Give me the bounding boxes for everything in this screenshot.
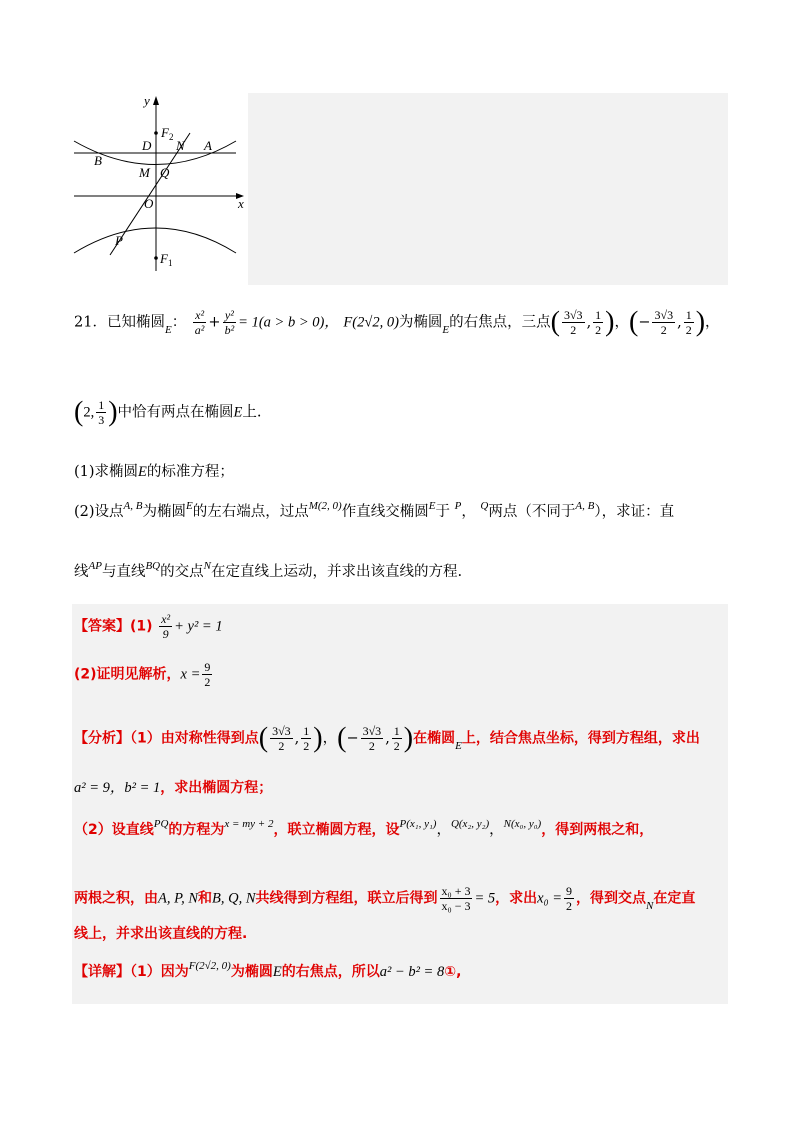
frac-x0-ratio: $\frac{\text{x₀ + 3}}{\text{x₀ − 3}}$ bbox=[441, 884, 471, 913]
answer-line-2 bbox=[74, 660, 214, 689]
ellipse-e: E bbox=[186, 500, 193, 512]
detail-equation: a² − b² = 8 bbox=[379, 964, 445, 980]
label-a: A bbox=[204, 138, 212, 153]
point-q: Q bbox=[480, 500, 489, 512]
text-is-ellipse: 为椭圆 bbox=[398, 314, 443, 331]
point-p: P bbox=[454, 500, 462, 512]
figure-panel bbox=[72, 93, 728, 285]
problem-number: 21．已知椭圆 bbox=[74, 314, 165, 331]
text-right-focus: 的右焦点，三点 bbox=[449, 314, 551, 331]
analysis-values: a² = 9，b² = 1 bbox=[74, 780, 161, 796]
frac-y2b2: $\frac{\text{y²}}{\text{b²}}$ bbox=[224, 308, 235, 337]
point-q-coords: Q(x₂, y₂) bbox=[450, 818, 490, 830]
an3-text-a: 两根之积，由 bbox=[74, 890, 158, 907]
q2-text-c: 的左右端点，过点 bbox=[192, 504, 309, 520]
point-n: N bbox=[203, 560, 211, 572]
analysis-line-1: 【分析】（1）由对称性得到点( $\frac{3√3}{2}$ , $\frac{1}{2}$ )，(− $\frac{3√3}{2}$ , $\frac{1}{2}$ )在椭圆$_E$上，结合焦点坐标，得到方程组，求出 bbox=[74, 722, 700, 754]
label-q: Q bbox=[160, 165, 170, 180]
question-2-cont bbox=[74, 562, 462, 583]
answer-2-label: (2)证明见解析， bbox=[74, 666, 181, 683]
problem-line-2: (2, $\frac{1}{3}$ )中恰有两点在椭圆E上. bbox=[74, 396, 262, 428]
frac-9-2: $\frac{9}{2}$ bbox=[204, 660, 211, 689]
q2-text-b: 为椭圆 bbox=[142, 504, 186, 520]
text-exactly-two: 中恰有两点在椭圆 bbox=[117, 404, 234, 421]
label-n: N bbox=[176, 138, 185, 153]
answer-line-1 bbox=[74, 612, 223, 641]
y-axis-arrow bbox=[153, 96, 159, 105]
ellipse-e: E bbox=[272, 964, 282, 980]
label-d: D bbox=[142, 138, 152, 153]
detail-text-c: 的右焦点，所以 bbox=[281, 964, 380, 980]
analysis-line-4: 两根之积，由A, P, N和B, Q, N共线得到方程组，联立后得到 $\frac{\text{x₀ + 3}}{\text{x₀ − 3}}$ = 5，求出x₀ = $\frac{9}{2}$ ，得到交点$_N$在定直 bbox=[74, 884, 696, 913]
q3-text-d: 在定直线上运动，并求出该直线的方程. bbox=[210, 564, 463, 580]
an3-text-d: ，得到交点 bbox=[576, 890, 647, 907]
point-n: N bbox=[646, 899, 654, 912]
points-apn: A, P, N bbox=[158, 890, 199, 907]
hyperbola-diagram bbox=[72, 93, 248, 285]
label-f1-sub: 1 bbox=[168, 258, 173, 268]
q2-text-f: 两点（不同于 bbox=[488, 504, 576, 520]
frac-third: $\frac{1}{3}$ bbox=[98, 398, 105, 427]
answer-equation: + y² = 1 bbox=[174, 618, 223, 635]
label-m: M bbox=[139, 165, 150, 180]
frac-x2-9: $\frac{\text{x²}}{9}$ bbox=[161, 612, 171, 641]
detail-text-b: 为椭圆 bbox=[230, 964, 273, 980]
label-f2: F bbox=[161, 125, 169, 140]
line-bq: BQ bbox=[145, 560, 161, 572]
colon: ： bbox=[171, 314, 187, 331]
q2-text-g: ），求证：直 bbox=[594, 504, 675, 520]
ellipse-e: E bbox=[442, 323, 450, 336]
q3-text-c: 的交点 bbox=[160, 564, 204, 580]
frac-a3: $\frac{3√3}{2}$ bbox=[362, 724, 382, 753]
points-ab: A, B bbox=[575, 500, 595, 512]
line-equation: x = my + 2 bbox=[224, 818, 274, 830]
label-f2-sub: 2 bbox=[169, 132, 174, 142]
ellipse-e: E bbox=[428, 500, 436, 512]
frac-neg-3root3-over-2: $\frac{3√3}{2}$ bbox=[654, 308, 674, 337]
detail-marker: ①, bbox=[444, 964, 462, 980]
comma: ， bbox=[461, 504, 476, 520]
text-on: 上. bbox=[242, 404, 262, 421]
frac-a4: $\frac{1}{2}$ bbox=[393, 724, 400, 753]
an2-text-a: （2）设直线 bbox=[74, 822, 154, 838]
focus-f1-dot bbox=[154, 256, 158, 260]
label-x: x bbox=[238, 196, 244, 211]
detail-focus: F(2√2, 0) bbox=[188, 960, 231, 972]
an3-text-e: 在定直 bbox=[653, 890, 696, 907]
ellipse-e: E bbox=[455, 739, 462, 752]
points-bqn: B, Q, N bbox=[212, 890, 256, 907]
point-n-coords: N(x₀, y₀) bbox=[503, 818, 542, 830]
analysis-text-c: 上，结合焦点坐标，得到方程组，求出 bbox=[461, 730, 700, 747]
ellipse-condition: = 1(a > b > 0)， bbox=[238, 314, 339, 331]
frac-3root3-over-2: $\frac{3√3}{2}$ bbox=[563, 308, 583, 337]
point-m: M(2, 0) bbox=[308, 500, 342, 512]
focus-f: F(2√2, 0) bbox=[343, 314, 399, 331]
answer-label: 【答案】(1) bbox=[74, 618, 153, 635]
label-p: P bbox=[115, 233, 123, 248]
frac-half: $\frac{1}{2}$ bbox=[595, 308, 602, 337]
lower-branch bbox=[74, 228, 236, 253]
question-2 bbox=[74, 502, 674, 523]
ellipse-e: E bbox=[233, 404, 243, 421]
an2-text-b: 的方程为 bbox=[168, 822, 225, 838]
frac-x0: $\frac{9}{2}$ bbox=[566, 884, 573, 913]
q1-text: (1)求椭圆 bbox=[74, 464, 139, 480]
line-ap: AP bbox=[88, 560, 102, 572]
points-ab: A, B bbox=[123, 500, 143, 512]
analysis-line-5 bbox=[74, 924, 247, 944]
focus-f2-dot bbox=[154, 131, 158, 135]
q2-text-d: 作直线交椭圆 bbox=[341, 504, 429, 520]
frac-a2: $\frac{1}{2}$ bbox=[303, 724, 310, 753]
line-pq: PQ bbox=[153, 818, 169, 830]
q3-text-a: 线 bbox=[74, 564, 89, 580]
analysis-text-b: 在椭圆 bbox=[413, 730, 456, 747]
problem-line-1: 21．已知椭圆$_E$： $\frac{\text{x²}}{\text{a²}}$ + $\frac{\text{y²}}{\text{b²}}$ = 1(a > b > 0)， F(2√2, 0)为椭圆$_E$的右焦点，三点( $\frac{3√3}{2}$ , $\frac{1}{2}$ )，(− $\frac{3√3}{2}$ , $\frac{1}{2}$ )， bbox=[74, 306, 720, 338]
label-b: B bbox=[94, 153, 102, 168]
an4-text: 线上，并求出该直线的方程. bbox=[74, 926, 248, 942]
q3-text-b: 与直线 bbox=[101, 564, 146, 580]
frac-a1: $\frac{3√3}{2}$ bbox=[272, 724, 291, 753]
an2-text-d: ，得到两根之和， bbox=[541, 822, 654, 838]
analysis-text-d: ，求出椭圆方程； bbox=[160, 780, 273, 796]
question-1 bbox=[74, 462, 234, 482]
frac-half-2: $\frac{1}{2}$ bbox=[685, 308, 692, 337]
an2-text-c: ，联立椭圆方程，设 bbox=[273, 822, 400, 838]
ellipse-e: E bbox=[164, 323, 172, 336]
hyperbola-figure bbox=[72, 93, 248, 285]
analysis-label: 【分析】（1）由对称性得到点 bbox=[74, 730, 259, 747]
analysis-line-2 bbox=[74, 778, 272, 798]
ellipse-e: E bbox=[138, 464, 147, 480]
an3-text-b: 共线得到方程组，联立后得到 bbox=[255, 890, 438, 907]
detail-label: 【详解】（1）因为 bbox=[74, 964, 189, 980]
q2-text-e: 于 bbox=[435, 504, 450, 520]
an3-and: 和 bbox=[198, 890, 213, 907]
label-y: y bbox=[144, 93, 150, 108]
detail-line-1 bbox=[74, 962, 461, 983]
answer-2-x: x = bbox=[180, 666, 201, 683]
label-o: O bbox=[144, 196, 154, 211]
label-f1: F bbox=[160, 251, 168, 266]
point-p-coords: P(x₁, y₁) bbox=[399, 818, 437, 830]
analysis-line-3: （2）设直线$^{PQ}$的方程为$^{x = my + 2}$，联立椭圆方程，设$^{P(x_1, y_1)}$，$^{Q(x_2, y_2)}$，$^{N(x_0, y_0)}$，得到两根之和， bbox=[74, 818, 654, 838]
q1-end: 的标准方程； bbox=[146, 464, 234, 480]
an3-text-c: ，求出 bbox=[495, 890, 538, 907]
q2-text-a: (2)设点 bbox=[74, 504, 124, 520]
frac-x2a2: $\frac{\text{x²}}{\text{a²}}$ bbox=[194, 308, 205, 337]
